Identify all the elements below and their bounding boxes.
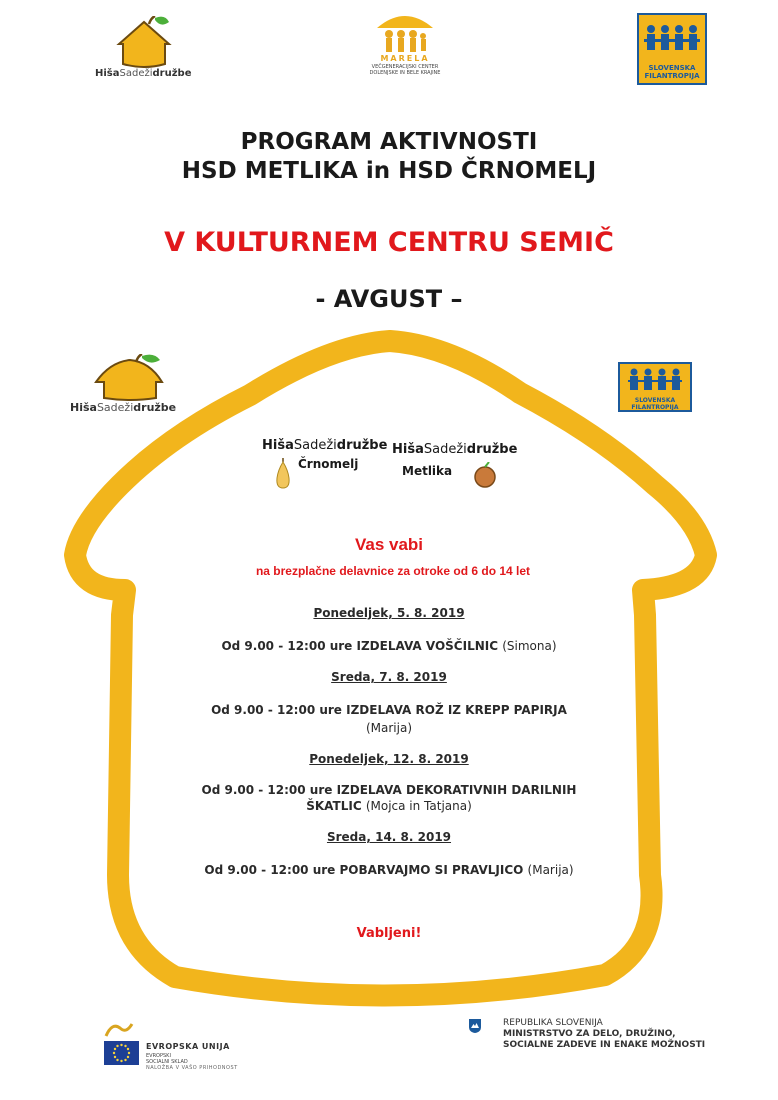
hsd-m-city: Metlika [402,464,453,478]
poster-sf-line2: FILANTROPIJA [631,404,679,411]
closing-text: Vabljeni! [356,926,422,941]
poster-sf-line1: SLOVENSKA [634,397,676,404]
eu-line4: NALOŽBA V VAŠO PRIHODNOST [146,1065,238,1071]
eu-swirl-icon [104,1022,134,1040]
poster-hisa-part2: Sadeži [96,401,134,414]
sf-line2: FILANTROPIJA [644,72,700,80]
slovenska-filantropija-logo-poster [618,362,692,412]
hisa-sadezi-druzbe-logo [95,12,195,88]
hsd-m-part1: Hiša [392,442,424,457]
event-activity-text: Od 9.00 - 12:00 ure IZDELAVA VOŠČILNIC [221,639,499,653]
umbrella-people-icon [375,10,435,54]
hsd-c-city: Črnomelj [298,457,359,471]
invite-heading: Vas vabi [354,535,424,554]
ministry-logo [468,1018,728,1068]
hsd-c-part3: družbe [336,438,388,453]
event-leader: (Marija) [527,863,574,877]
hisa-part1: Hiša [95,68,120,79]
event-activity: Od 9.00 - 12:00 ure IZDELAVA ROŽ IZ KREPP PAPIRJA [211,703,567,717]
location-title: V KULTURNEM CENTRU SEMIČ [164,227,614,258]
eu-flag-icon [104,1041,139,1065]
people-group-icon [644,23,700,61]
eu-fund-logo [104,1022,304,1072]
eu-line1: EVROPSKA UNIJA [146,1042,230,1051]
house-apple-icon [90,354,170,402]
hsd-c-part1: Hiša [262,438,294,453]
nut-icon [472,462,498,488]
poster-hisa-part3: družbe [133,401,177,414]
event-activity-line2 [0,798,778,814]
slovenska-filantropija-logo [637,13,707,85]
marela-logo [360,10,450,90]
event-activity [0,862,778,878]
sf-line1: SLOVENSKA [648,64,696,72]
event-activity-text: Od 9.00 - 12:00 ure POBARVAJMO SI PRAVLJICO [204,863,524,877]
program-title: PROGRAM AKTIVNOSTI [240,129,538,155]
event-activity: Od 9.00 - 12:00 ure IZDELAVA DEKORATIVNIH DARILNIH [201,783,577,797]
ministry-line2: MINISTRSTVO ZA DELO, DRUŽINO, [503,1029,676,1039]
hisa-part2: Sadeži [119,68,153,79]
event-leader: (Simona) [502,639,557,653]
hsd-c-part2: Sadeži [293,438,337,453]
program-subtitle: HSD METLIKA in HSD ČRNOMELJ [181,158,597,184]
event-leader: (Mojca in Tatjana) [365,799,472,813]
hisa-part3: družbe [152,68,192,79]
hisa-sadezi-druzbe-logo-poster [70,352,200,422]
eu-line2: EVROPSKI [146,1053,171,1059]
event-date: Sreda, 7. 8. 2019 [331,670,447,684]
eu-line3: SOCIALNI SKLAD [146,1059,188,1065]
marela-subtitle: VEČGENERACIJSKI CENTER DOLENJSKE IN BELE KRAJINE [369,64,441,76]
people-group-icon [628,367,682,395]
invite-subheading: na brezplačne delavnice za otroke od 6 do 14 let [255,564,531,578]
event-date: Ponedeljek, 5. 8. 2019 [313,606,465,620]
event-date: Ponedeljek, 12. 8. 2019 [309,752,469,766]
ministry-line1: REPUBLIKA SLOVENIJA [503,1018,603,1028]
event-date: Sreda, 14. 8. 2019 [326,830,452,844]
marela-name: MARELA [380,54,430,63]
house-apple-icon [113,16,175,68]
ministry-line3: SOCIALNE ZADEVE IN ENAKE MOŽNOSTI [503,1040,706,1050]
poster-hisa-part1: Hiša [70,401,97,414]
hsd-m-part2: Sadeži [423,442,467,457]
event-activity-text: ŠKATLIC [306,799,362,813]
event-activity [0,638,778,654]
month-title: - AVGUST – [315,285,463,313]
slovenia-crest-icon [468,1018,482,1034]
pear-icon [274,458,292,490]
event-leader: (Marija) [365,721,413,735]
hsd-m-part3: družbe [466,442,518,457]
